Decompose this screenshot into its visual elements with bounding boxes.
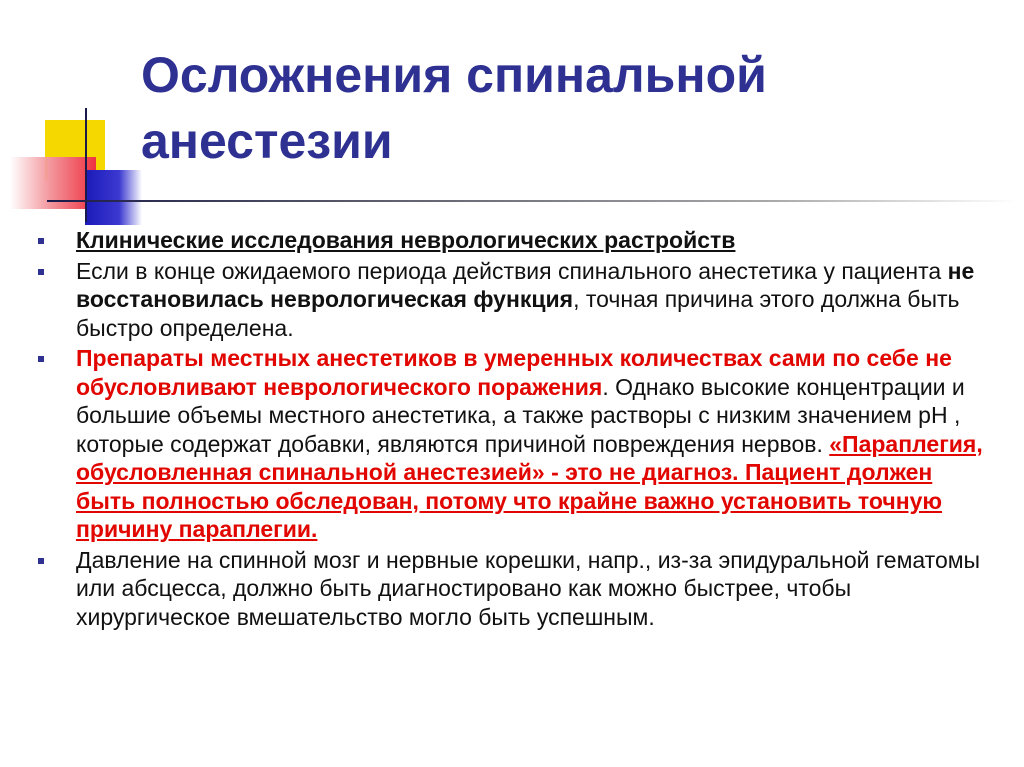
square-bullet-icon	[38, 356, 44, 362]
square-bullet-icon	[38, 269, 44, 275]
bullet-list	[36, 226, 996, 633]
bullet-red-text: Препараты местных анестетиков в умеренных количествах сами по себе не обусловливают неврологического поражения	[76, 345, 952, 400]
bullet-bold-text: не восстановилась неврологическая функция	[76, 257, 975, 312]
bullet-text: Если в конце ожидаемого периода действия спинального анестетика у пациента	[76, 257, 948, 284]
square-bullet-icon	[38, 558, 44, 564]
bullet-text: . Однако высокие концентрации и большие объемы местного анестетика, а также растворы с низким значением рН , которые содержат добавки, являются причиной повреждения нервов.	[76, 373, 965, 457]
list-item	[36, 546, 996, 632]
square-bullet-icon	[38, 238, 44, 244]
bullet-text: , точная причина этого должна быть быстро определена.	[76, 286, 960, 341]
bullet-text: Давление на спинной мозг и нервные корешки, напр., из-за эпидуральной гематомы или абсцесса, должно быть диагностировано как можно быстрее, чтобы хирургическое вмешательство могло быть успешным.	[76, 546, 981, 630]
slide-title: Осложнения спинальной анестезии	[141, 47, 767, 169]
blue-square-decoration	[85, 170, 142, 225]
title-underline	[47, 200, 1017, 202]
bullet-heading: Клинические исследования неврологических растройств	[76, 227, 736, 253]
list-item	[36, 226, 996, 255]
list-item	[36, 257, 996, 343]
vertical-line-decoration	[85, 108, 87, 222]
bullet-red-underlined-text: «Параплегия, обусловленная спинальной анестезией» - это не диагноз. Пациент должен быть полностью обследован, потому что крайне важно установить точную причину параплегии.	[76, 430, 983, 542]
list-item	[36, 344, 996, 544]
